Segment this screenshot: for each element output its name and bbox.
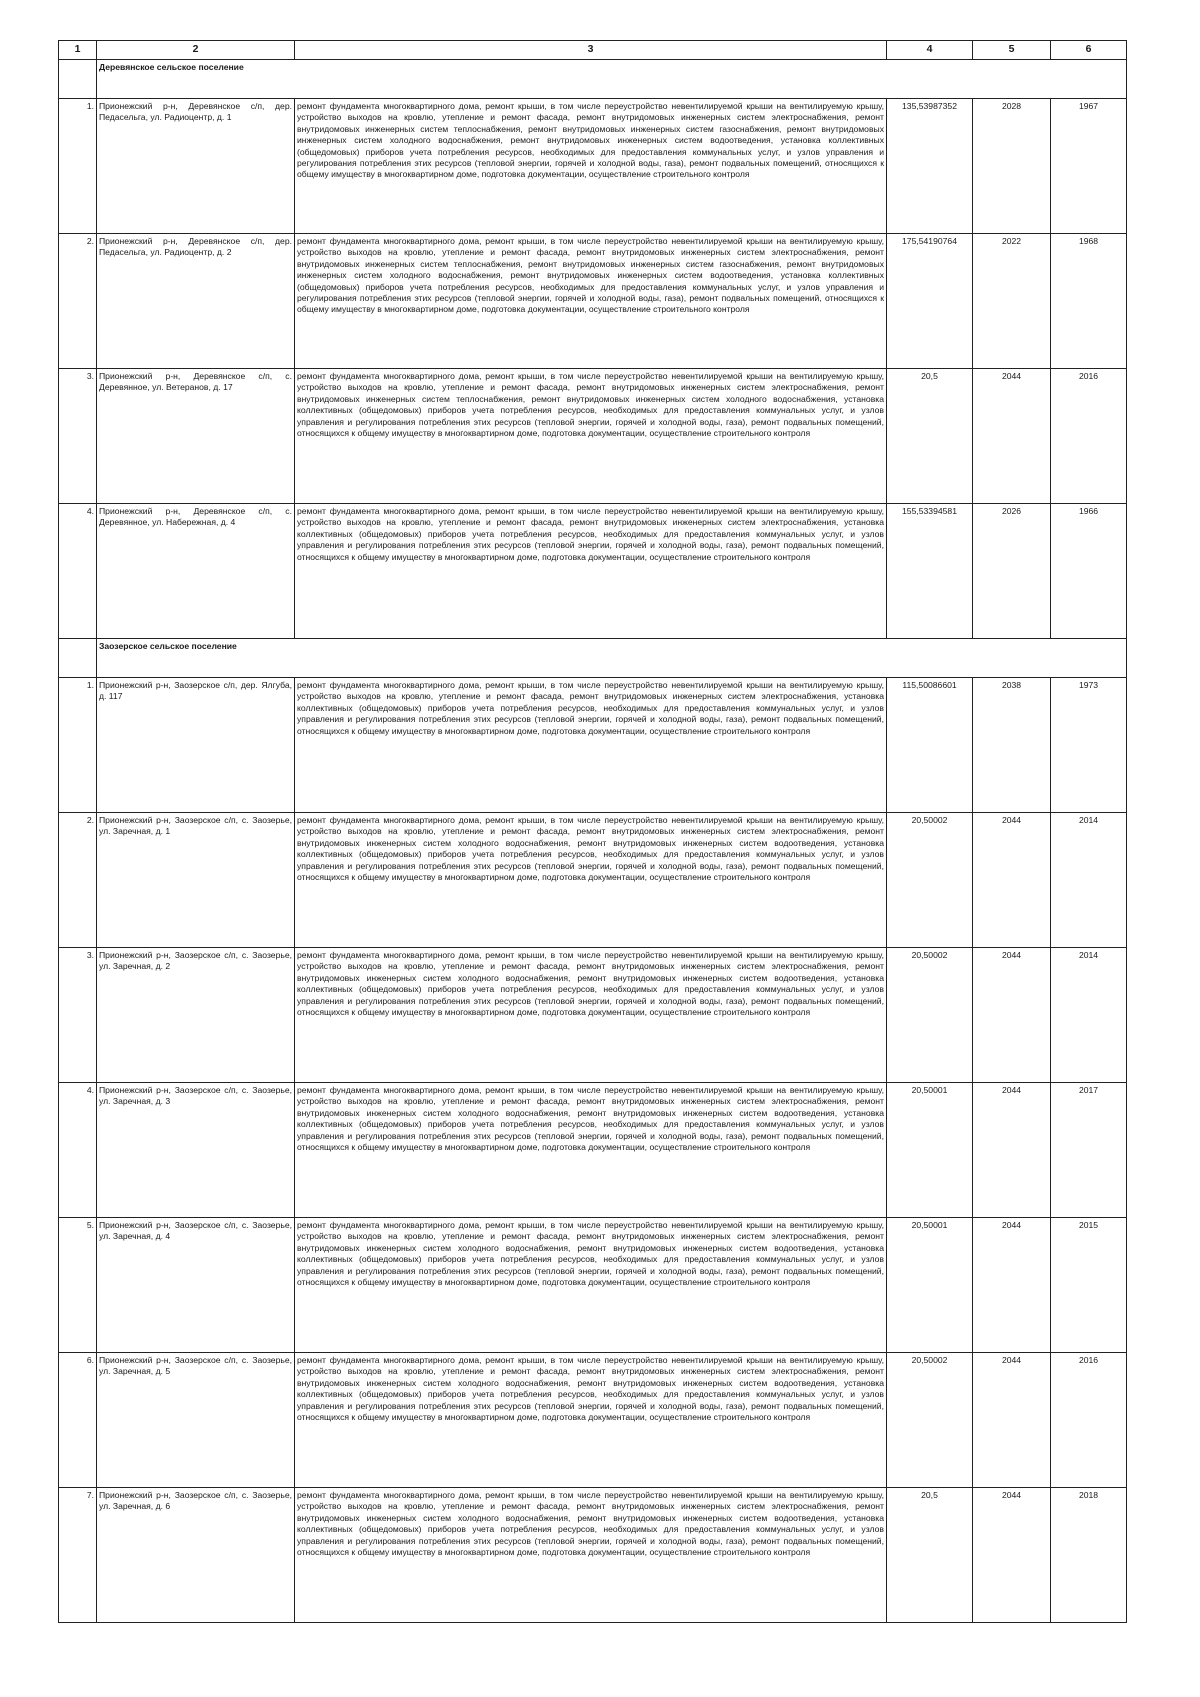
header-cell: 6 [1051,41,1127,60]
built-year-cell: 2014 [1051,948,1127,1083]
section-title: Заозерское сельское поселение [97,639,1127,678]
year-cell: 2044 [973,813,1051,948]
cost-cell: 20,50001 [887,1083,973,1218]
cost-cell: 20,50001 [887,1218,973,1353]
header-cell: 4 [887,41,973,60]
address-cell: Прионежский р-н, Заозерское с/п, с. Заозерье, ул. Заречная, д. 5 [97,1353,295,1488]
year-cell: 2028 [973,99,1051,234]
built-year-cell: 2016 [1051,1353,1127,1488]
section-title: Деревянское сельское поселение [97,60,1127,99]
year-cell: 2044 [973,1488,1051,1623]
year-cell: 2044 [973,1083,1051,1218]
built-year-cell: 2014 [1051,813,1127,948]
built-year-cell: 2016 [1051,369,1127,504]
year-cell: 2026 [973,504,1051,639]
works-cell: ремонт фундамента многоквартирного дома, ремонт крыши, в том числе переустройство невентилируемой крыши на вентилируемую крышу, устройство выходов на кровлю, утепление и ремонт фасада, ремонт внутридомовых инженерных систем электроснабжения, ремонт внутридомовых инженерных систем холодного водоснабжения, ремонт внутридомовых инженерных систем водоотведения, установка коллективных (общедомовых) приборов учета потребления ресурсов, необходимых для предоставления коммунальных услуг, и узлов управления и регулирования потребления этих ресурсов (тепловой энергии, горячей и холодной воды, газа), ремонт подвальных помещений, относящихся к общему имуществу в многоквартирном доме, подготовка документации, осуществление строительного контроля [295,948,887,1083]
section-empty-cell [59,639,97,678]
row-number: 1. [59,99,97,234]
row-number: 2. [59,234,97,369]
year-cell: 2038 [973,678,1051,813]
built-year-cell: 2015 [1051,1218,1127,1353]
row-number: 2. [59,813,97,948]
header-row [59,41,1127,60]
row-number: 5. [59,1218,97,1353]
address-cell: Прионежский р-н, Деревянское с/п, с. Деревянное, ул. Набережная, д. 4 [97,504,295,639]
table-row [59,678,1127,813]
table-row [59,504,1127,639]
built-year-cell: 1968 [1051,234,1127,369]
table-row [59,99,1127,234]
header-cell: 1 [59,41,97,60]
works-cell: ремонт фундамента многоквартирного дома, ремонт крыши, в том числе переустройство невентилируемой крыши на вентилируемую крышу, устройство выходов на кровлю, утепление и ремонт фасада, ремонт внутридомовых инженерных систем электроснабжения, ремонт внутридомовых инженерных систем теплоснабжения, ремонт внутридомовых инженерных систем газоснабжения, ремонт внутридомовых инженерных систем холодного водоснабжения, ремонт внутридомовых инженерных систем водоотведения, установка коллективных (общедомовых) приборов учета потребления ресурсов, необходимых для предоставления коммунальных услуг, и узлов управления и регулирования потребления этих ресурсов (тепловой энергии, горячей и холодной воды, газа), ремонт подвальных помещений, относящихся к общему имуществу в многоквартирном доме, подготовка документации, осуществление строительного контроля [295,234,887,369]
year-cell: 2022 [973,234,1051,369]
cost-cell: 115,50086601 [887,678,973,813]
row-number: 4. [59,1083,97,1218]
row-number: 4. [59,504,97,639]
built-year-cell: 1967 [1051,99,1127,234]
works-cell: ремонт фундамента многоквартирного дома, ремонт крыши, в том числе переустройство невентилируемой крыши на вентилируемую крышу, устройство выходов на кровлю, утепление и ремонт фасада, ремонт внутридомовых инженерных систем электроснабжения, ремонт внутридомовых инженерных систем теплоснабжения, ремонт внутридомовых инженерных систем газоснабжения, ремонт внутридомовых инженерных систем холодного водоснабжения, ремонт внутридомовых инженерных систем водоотведения, установка коллективных (общедомовых) приборов учета потребления ресурсов, необходимых для предоставления коммунальных услуг, и узлов управления и регулирования потребления этих ресурсов (тепловой энергии, горячей и холодной воды, газа), ремонт подвальных помещений, относящихся к общему имуществу в многоквартирном доме, подготовка документации, осуществление строительного контроля [295,99,887,234]
cost-cell: 20,5 [887,1488,973,1623]
address-cell: Прионежский р-н, Деревянское с/п, с. Деревянное, ул. Ветеранов, д. 17 [97,369,295,504]
works-cell: ремонт фундамента многоквартирного дома, ремонт крыши, в том числе переустройство невентилируемой крыши на вентилируемую крышу, устройство выходов на кровлю, утепление и ремонт фасада, ремонт внутридомовых инженерных систем электроснабжения, ремонт внутридомовых инженерных систем холодного водоснабжения, ремонт внутридомовых инженерных систем водоотведения, установка коллективных (общедомовых) приборов учета потребления ресурсов, необходимых для предоставления коммунальных услуг, и узлов управления и регулирования потребления этих ресурсов (тепловой энергии, горячей и холодной воды, газа), ремонт подвальных помещений, относящихся к общему имуществу в многоквартирном доме, подготовка документации, осуществление строительного контроля [295,1083,887,1218]
works-cell: ремонт фундамента многоквартирного дома, ремонт крыши, в том числе переустройство невентилируемой крыши на вентилируемую крышу, устройство выходов на кровлю, утепление и ремонт фасада, ремонт внутридомовых инженерных систем электроснабжения, установка коллективных (общедомовых) приборов учета потребления ресурсов, необходимых для предоставления коммунальных услуг, и узлов управления и регулирования потребления этих ресурсов (тепловой энергии, горячей и холодной воды, газа), ремонт подвальных помещений, относящихся к общему имуществу в многоквартирном доме, подготовка документации, осуществление строительного контроля [295,504,887,639]
header-cell: 2 [97,41,295,60]
row-number: 6. [59,1353,97,1488]
table-row [59,948,1127,1083]
row-number: 3. [59,948,97,1083]
table-body [59,60,1127,1623]
table-row [59,234,1127,369]
works-cell: ремонт фундамента многоквартирного дома, ремонт крыши, в том числе переустройство невентилируемой крыши на вентилируемую крышу, устройство выходов на кровлю, утепление и ремонт фасада, ремонт внутридомовых инженерных систем электроснабжения, ремонт внутридомовых инженерных систем холодного водоснабжения, ремонт внутридомовых инженерных систем водоотведения, установка коллективных (общедомовых) приборов учета потребления ресурсов, необходимых для предоставления коммунальных услуг, и узлов управления и регулирования потребления этих ресурсов (тепловой энергии, горячей и холодной воды, газа), ремонт подвальных помещений, относящихся к общему имуществу в многоквартирном доме, подготовка документации, осуществление строительного контроля [295,1353,887,1488]
year-cell: 2044 [973,369,1051,504]
header-cell: 5 [973,41,1051,60]
section-empty-cell [59,60,97,99]
row-number: 7. [59,1488,97,1623]
table-row [59,1488,1127,1623]
header-cell: 3 [295,41,887,60]
cost-cell: 20,50002 [887,1353,973,1488]
address-cell: Прионежский р-н, Заозерское с/п, с. Заозерье, ул. Заречная, д. 4 [97,1218,295,1353]
built-year-cell: 2017 [1051,1083,1127,1218]
table-row [59,1353,1127,1488]
works-cell: ремонт фундамента многоквартирного дома, ремонт крыши, в том числе переустройство невентилируемой крыши на вентилируемую крышу, устройство выходов на кровлю, утепление и ремонт фасада, ремонт внутридомовых инженерных систем электроснабжения, ремонт внутридомовых инженерных систем холодного водоснабжения, ремонт внутридомовых инженерных систем водоотведения, установка коллективных (общедомовых) приборов учета потребления ресурсов, необходимых для предоставления коммунальных услуг, и узлов управления и регулирования потребления этих ресурсов (тепловой энергии, горячей и холодной воды, газа), ремонт подвальных помещений, относящихся к общему имуществу в многоквартирном доме, подготовка документации, осуществление строительного контроля [295,813,887,948]
address-cell: Прионежский р-н, Заозерское с/п, с. Заозерье, ул. Заречная, д. 2 [97,948,295,1083]
address-cell: Прионежский р-н, Заозерское с/п, с. Заозерье, ул. Заречная, д. 6 [97,1488,295,1623]
address-cell: Прионежский р-н, Заозерское с/п, дер. Ялгуба, д. 117 [97,678,295,813]
works-cell: ремонт фундамента многоквартирного дома, ремонт крыши, в том числе переустройство невентилируемой крыши на вентилируемую крышу, устройство выходов на кровлю, утепление и ремонт фасада, ремонт внутридомовых инженерных систем электроснабжения, ремонт внутридомовых инженерных систем холодного водоснабжения, ремонт внутридомовых инженерных систем водоотведения, установка коллективных (общедомовых) приборов учета потребления ресурсов, необходимых для предоставления коммунальных услуг, и узлов управления и регулирования потребления этих ресурсов (тепловой энергии, горячей и холодной воды, газа), ремонт подвальных помещений, относящихся к общему имуществу в многоквартирном доме, подготовка документации, осуществление строительного контроля [295,1488,887,1623]
year-cell: 2044 [973,1218,1051,1353]
row-number: 3. [59,369,97,504]
address-cell: Прионежский р-н, Деревянское с/п, дер. Педасельга, ул. Радиоцентр, д. 2 [97,234,295,369]
works-cell: ремонт фундамента многоквартирного дома, ремонт крыши, в том числе переустройство невентилируемой крыши на вентилируемую крышу, устройство выходов на кровлю, утепление и ремонт фасада, ремонт внутридомовых инженерных систем электроснабжения, ремонт внутридомовых инженерных систем теплоснабжения, ремонт внутридомовых инженерных систем холодного водоснабжения, установка коллективных (общедомовых) приборов учета потребления ресурсов, необходимых для предоставления коммунальных услуг, и узлов управления и регулирования потребления этих ресурсов (тепловой энергии, горячей и холодной воды, газа), ремонт подвальных помещений, относящихся к общему имуществу в многоквартирном доме, подготовка документации, осуществление строительного контроля [295,369,887,504]
table-row [59,1083,1127,1218]
year-cell: 2044 [973,1353,1051,1488]
works-cell: ремонт фундамента многоквартирного дома, ремонт крыши, в том числе переустройство невентилируемой крыши на вентилируемую крышу, устройство выходов на кровлю, утепление и ремонт фасада, ремонт внутридомовых инженерных систем электроснабжения, ремонт внутридомовых инженерных систем холодного водоснабжения, ремонт внутридомовых инженерных систем водоотведения, установка коллективных (общедомовых) приборов учета потребления ресурсов, необходимых для предоставления коммунальных услуг, и узлов управления и регулирования потребления этих ресурсов (тепловой энергии, горячей и холодной воды, газа), ремонт подвальных помещений, относящихся к общему имуществу в многоквартирном доме, подготовка документации, осуществление строительного контроля [295,1218,887,1353]
cost-cell: 20,5 [887,369,973,504]
row-number: 1. [59,678,97,813]
cost-cell: 135,53987352 [887,99,973,234]
address-cell: Прионежский р-н, Деревянское с/п, дер. Педасельга, ул. Радиоцентр, д. 1 [97,99,295,234]
section-row [59,60,1127,99]
built-year-cell: 1966 [1051,504,1127,639]
built-year-cell: 1973 [1051,678,1127,813]
repair-program-table [58,40,1127,1623]
cost-cell: 175,54190764 [887,234,973,369]
address-cell: Прионежский р-н, Заозерское с/п, с. Заозерье, ул. Заречная, д. 3 [97,1083,295,1218]
address-cell: Прионежский р-н, Заозерское с/п, с. Заозерье, ул. Заречная, д. 1 [97,813,295,948]
works-cell: ремонт фундамента многоквартирного дома, ремонт крыши, в том числе переустройство невентилируемой крыши на вентилируемую крышу, устройство выходов на кровлю, утепление и ремонт фасада, ремонт внутридомовых инженерных систем электроснабжения, установка коллективных (общедомовых) приборов учета потребления ресурсов, необходимых для предоставления коммунальных услуг, и узлов управления и регулирования потребления этих ресурсов (тепловой энергии, горячей и холодной воды, газа), ремонт подвальных помещений, относящихся к общему имуществу в многоквартирном доме, подготовка документации, осуществление строительного контроля [295,678,887,813]
year-cell: 2044 [973,948,1051,1083]
cost-cell: 155,53394581 [887,504,973,639]
table-row [59,813,1127,948]
section-row [59,639,1127,678]
table-row [59,1218,1127,1353]
cost-cell: 20,50002 [887,948,973,1083]
cost-cell: 20,50002 [887,813,973,948]
table-row [59,369,1127,504]
built-year-cell: 2018 [1051,1488,1127,1623]
